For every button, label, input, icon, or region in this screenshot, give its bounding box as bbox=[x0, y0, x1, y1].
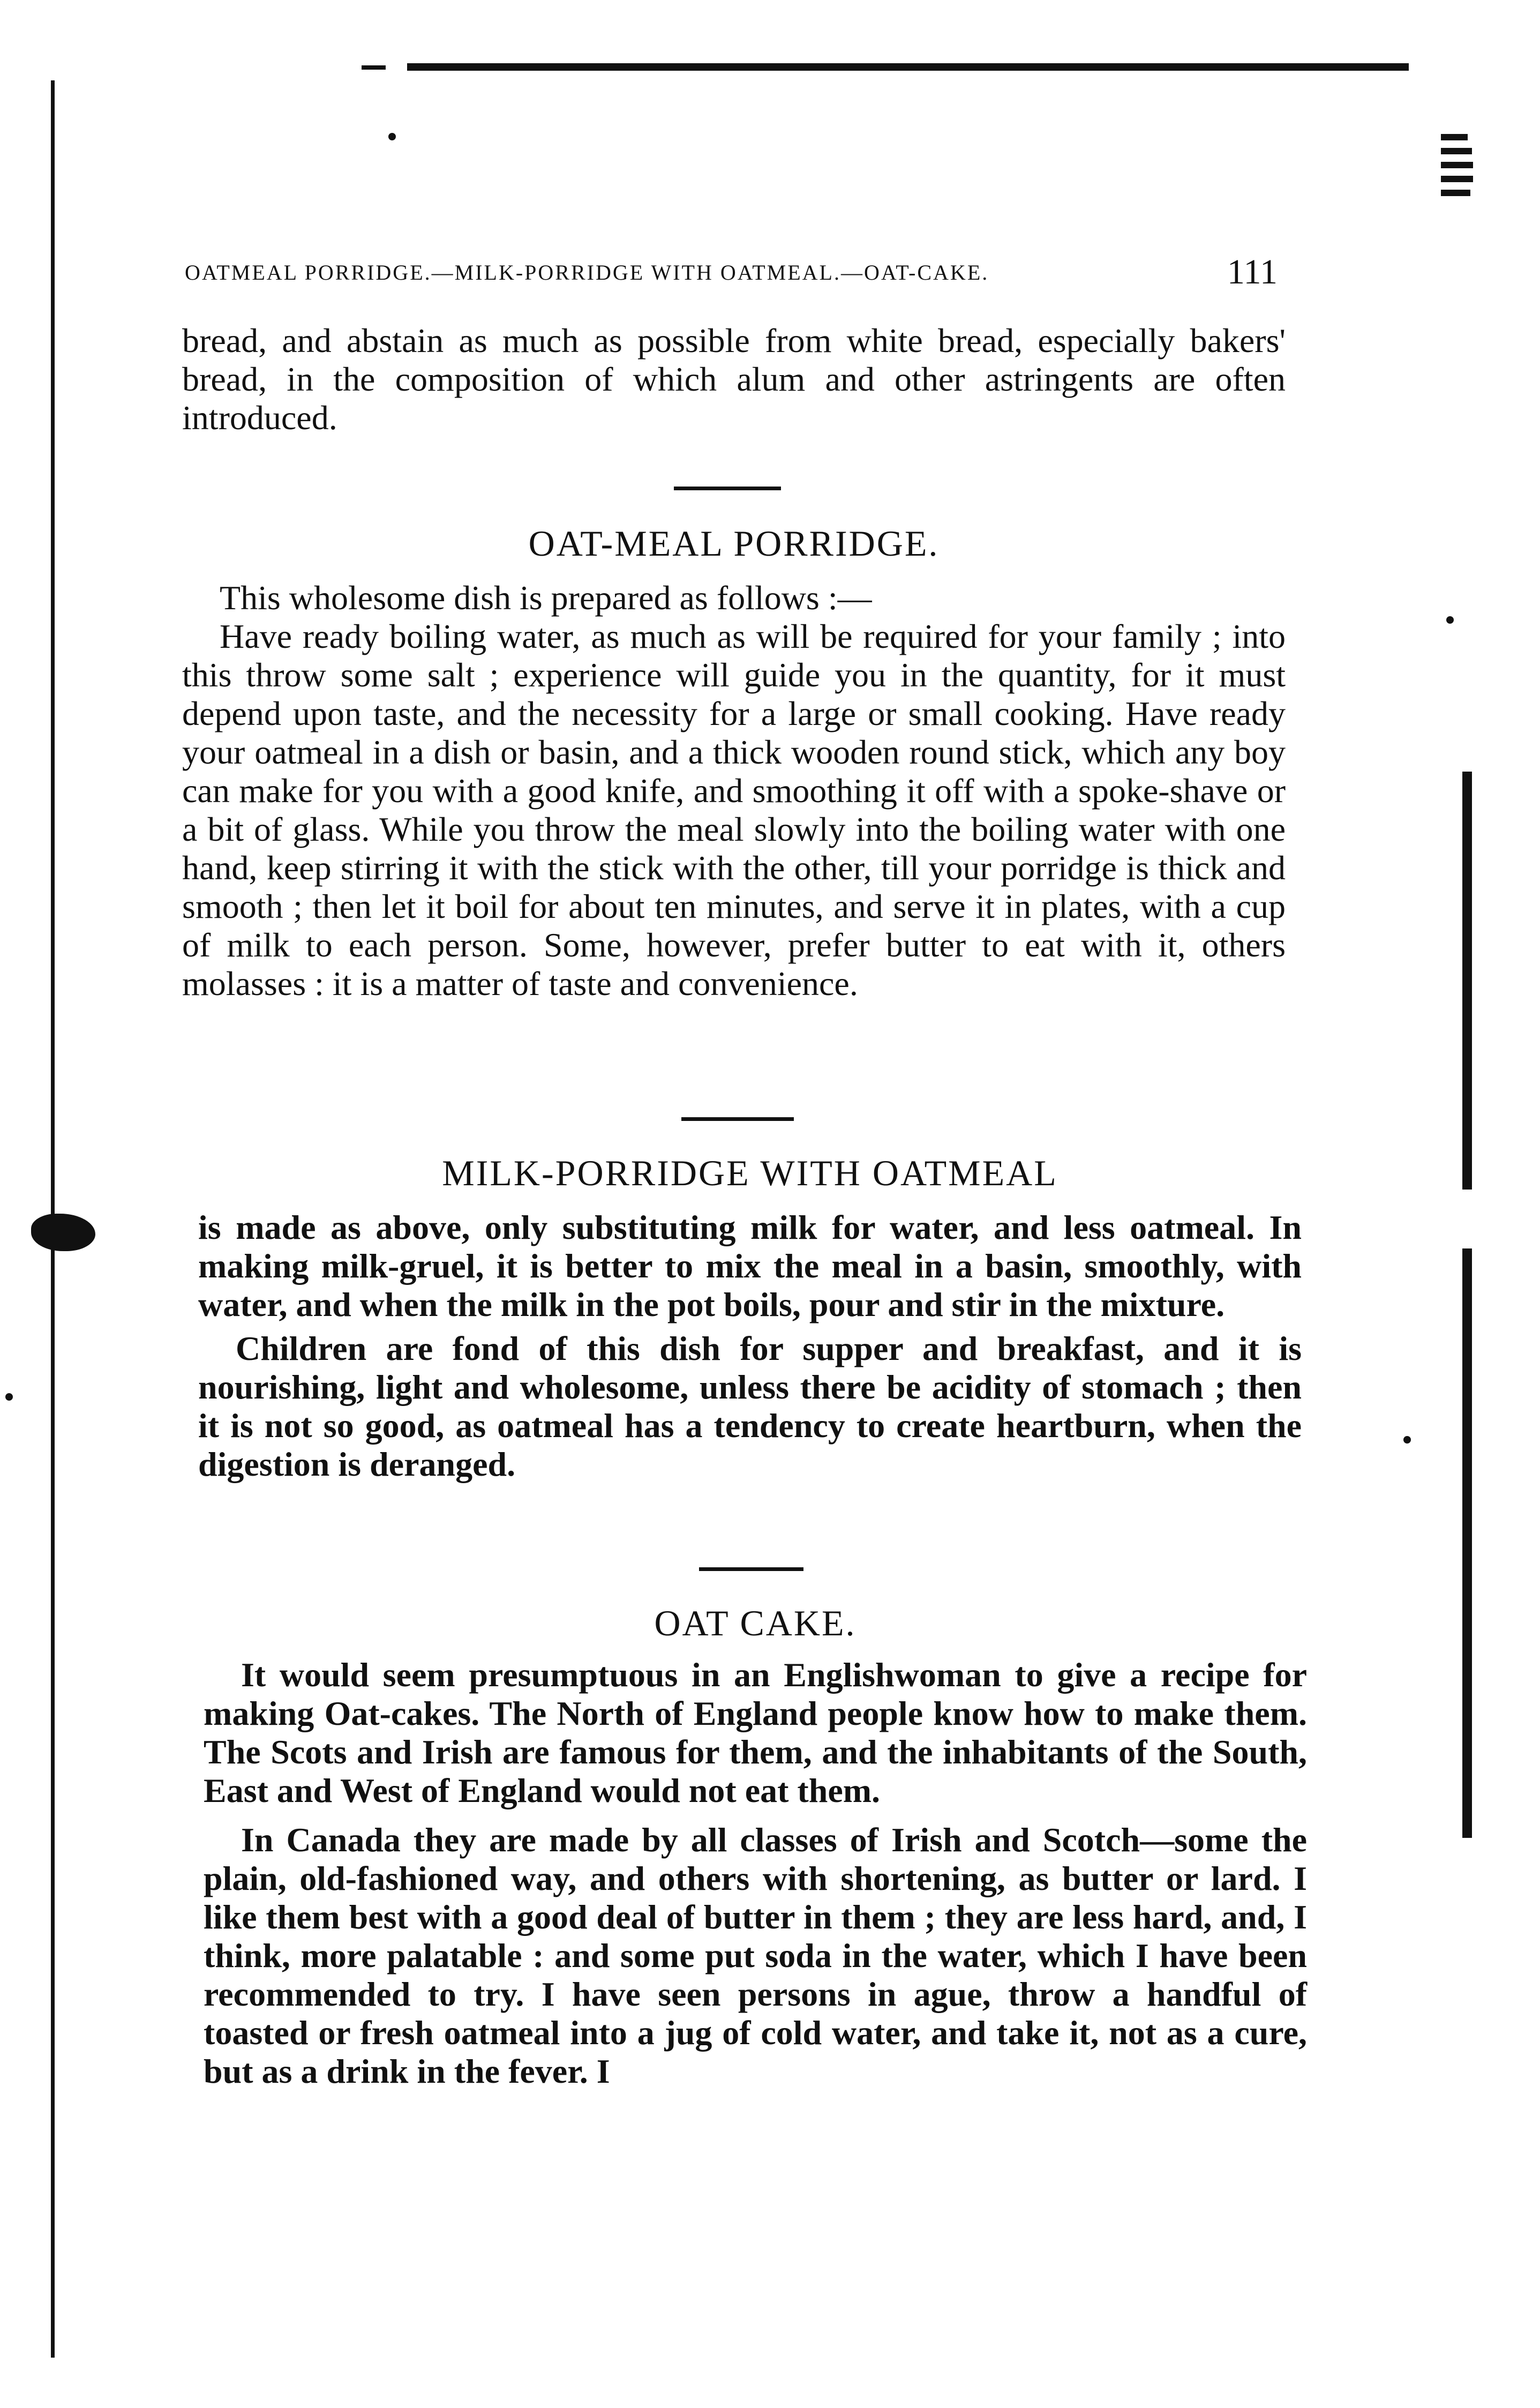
section-body-milk-porridge bbox=[198, 1208, 1302, 1484]
scan-speck bbox=[388, 133, 396, 140]
intro-paragraph-block bbox=[182, 321, 1286, 437]
milk-porridge-paragraph-note: Children are fond of this dish for supper and breakfast, and it is nourishing, light and wholesome, unless there be acidity of stomach ; then it is not so good, as oatmeal has a tendency to create heartburn, when the digestion is deranged. bbox=[198, 1329, 1302, 1483]
section-title-porridge: OAT-MEAL PORRIDGE. bbox=[528, 523, 940, 564]
section-title-milk-porridge: MILK-PORRIDGE WITH OATMEAL bbox=[442, 1153, 1058, 1193]
running-head-title: OATMEAL PORRIDGE.—MILK-PORRIDGE WITH OATMEAL.—OAT-CAKE. bbox=[185, 260, 989, 285]
scan-top-rule bbox=[407, 63, 1409, 71]
scan-right-edge-upper bbox=[1462, 772, 1472, 1190]
porridge-paragraph-intro: This wholesome dish is prepared as follows :— bbox=[220, 579, 872, 617]
intro-paragraph: bread, and abstain as much as possible from white bread, especially bakers' bread, in the composition of which alum and other astringents are often introduced. bbox=[182, 321, 1286, 437]
section-divider bbox=[699, 1567, 803, 1571]
scan-speck bbox=[5, 1393, 13, 1401]
section-divider bbox=[681, 1117, 794, 1121]
page-number: 111 bbox=[1227, 252, 1278, 291]
running-head bbox=[185, 252, 1278, 291]
section-divider bbox=[674, 487, 781, 490]
porridge-paragraph-method: Have ready boiling water, as much as will be required for your family ; into this throw some salt ; experience will guide you in the quantity, for it must depend upon taste, and the necessity for a large or small cooking. Have ready your oatmeal in a dish or basin, and a thick wooden round stick, which any boy can make for you with a good knife, and smoothing it off with a spoke-shave or a bit of glass. While you throw the meal slowly into the boiling water with one hand, keep stirring it with the stick with the other, till your porridge is thick and smooth ; then let it boil for about ten minutes, and serve it in plates, with a cup of milk to each person. Some, however, prefer butter to eat with it, others molasses : it is a matter of taste and convenience. bbox=[182, 617, 1286, 1003]
scan-speck bbox=[1446, 616, 1454, 624]
scan-speck bbox=[1403, 1436, 1411, 1444]
oat-cake-paragraph-canada: In Canada they are made by all classes of Irish and Scotch—some the plain, old-fashioned way, and others with shortening, as butter or lard. I like them best with a good deal of butter in them ; they are less hard, and, I think, more palatable : and some put soda in the water, which I have been recommended to try. I have seen persons in ague, throw a handful of toasted or fresh oatmeal into a jug of cold water, and take it, not as a cure, but as a drink in the fever. I bbox=[204, 1821, 1307, 2090]
scan-right-edge-lower bbox=[1462, 1248, 1472, 1838]
scan-right-marks bbox=[1441, 134, 1473, 204]
scan-ink-blot bbox=[31, 1214, 95, 1251]
section-body-porridge bbox=[182, 579, 1286, 1003]
scan-rule-tick bbox=[362, 65, 386, 70]
section-body-oat-cake bbox=[204, 1656, 1307, 2091]
oat-cake-paragraph-intro: It would seem presumptuous in an Englishwoman to give a recipe for making Oat-cakes. The North of England people know how to make them. The Scots and Irish are famous for them, and the inhabitants of the South, East and West of England would not eat them. bbox=[204, 1656, 1307, 1809]
milk-porridge-paragraph-method: is made as above, only substituting milk for water, and less oatmeal. In making milk-gruel, it is better to mix the meal in a basin, smoothly, with water, and when the milk in the pot boils, pour and stir in the mixture. bbox=[198, 1208, 1302, 1323]
section-title-oat-cake: OAT CAKE. bbox=[654, 1603, 857, 1643]
